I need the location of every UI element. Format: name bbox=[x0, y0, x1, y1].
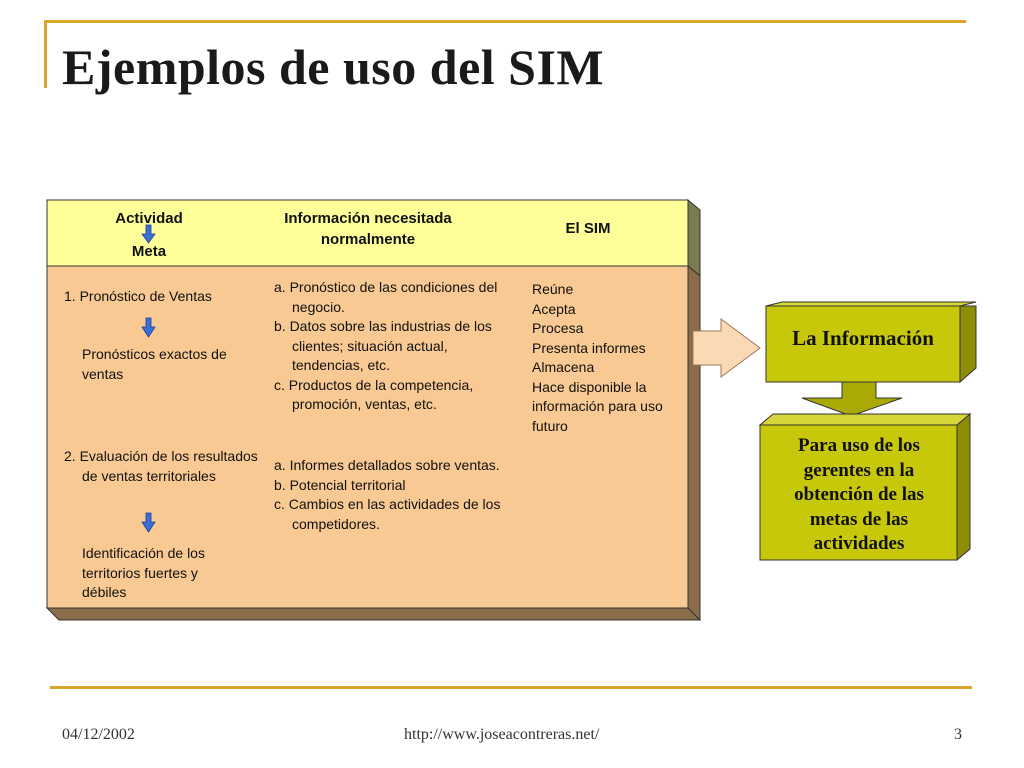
sim-line: Hace disponible la bbox=[532, 378, 647, 395]
header-meta: Meta bbox=[131, 243, 167, 260]
footer-url: http://www.joseacontreras.net/ bbox=[404, 726, 600, 743]
info-line: b. Potencial territorial bbox=[274, 476, 406, 493]
sim-line: Procesa bbox=[532, 320, 584, 336]
header-sim: El SIM bbox=[565, 220, 611, 237]
informacion-label: La Información bbox=[792, 326, 934, 350]
page-number: 3 bbox=[954, 726, 962, 743]
bottom-rule bbox=[50, 686, 972, 689]
info-line: c. Cambios en las actividades de los competidores. bbox=[274, 496, 501, 532]
header-actividad: Actividad bbox=[115, 210, 183, 227]
header-informacion: Información necesitada normalmente bbox=[284, 210, 452, 248]
info-group-2 bbox=[274, 456, 516, 534]
actividad-item-2: 2. Evaluación de los resultados de ventas territoriales bbox=[64, 448, 258, 484]
gerentes-label: Para uso de los gerentes en la obtención de las metas de las actividades bbox=[794, 435, 924, 554]
slide-title: Ejemplos de uso del SIM bbox=[62, 39, 605, 95]
body-box-bottom-face bbox=[47, 608, 700, 620]
sim-line: Reúne bbox=[532, 281, 574, 297]
meta-item-2: Identificación de los territorios fuertes y débiles bbox=[82, 545, 205, 600]
info-box-right-face bbox=[960, 306, 976, 382]
info-line: b. Datos sobre las industrias de los clientes; situación actual, tendencias, etc. bbox=[274, 318, 492, 373]
actividad-item-1: 1. Pronóstico de Ventas bbox=[64, 288, 212, 304]
right-arrow bbox=[693, 319, 760, 377]
sim-line: Presenta informes bbox=[532, 339, 646, 356]
header-box-right-face bbox=[688, 200, 700, 276]
info-line: c. Productos de la competencia, promoción, ventas, etc. bbox=[274, 376, 474, 412]
gerentes-box-top-face bbox=[760, 414, 970, 425]
down-arrow bbox=[802, 382, 902, 416]
sim-line: Almacena bbox=[532, 359, 595, 375]
gerentes-box-right-face bbox=[957, 414, 970, 560]
meta-item-1: Pronósticos exactos de ventas bbox=[82, 346, 227, 382]
body-box-right-face bbox=[688, 266, 700, 620]
footer-date: 04/12/2002 bbox=[62, 726, 135, 743]
sim-line: información para uso bbox=[532, 398, 663, 414]
sim-line: Acepta bbox=[532, 300, 576, 317]
info-line: a. Pronóstico de las condiciones del negocio. bbox=[274, 279, 498, 315]
sim-line: futuro bbox=[532, 417, 568, 434]
sim-list bbox=[532, 280, 688, 436]
info-box-top-face bbox=[766, 302, 976, 306]
info-group-1 bbox=[274, 278, 516, 415]
info-line: a. Informes detallados sobre ventas. bbox=[274, 457, 500, 473]
